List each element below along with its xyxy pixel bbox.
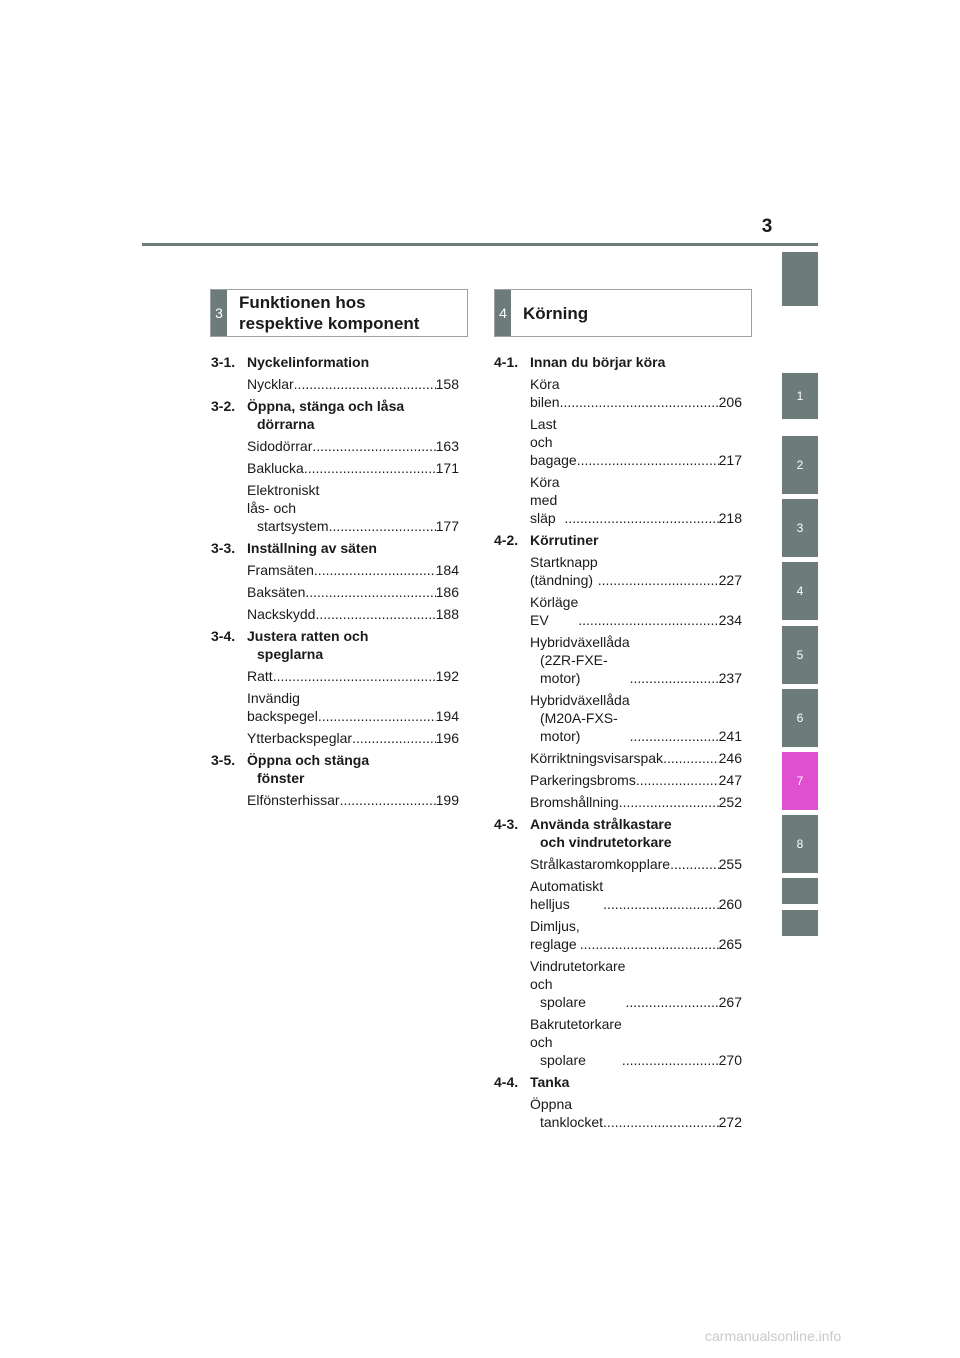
toc-entry[interactable] [247,459,459,477]
entry-label [247,791,340,809]
entry-label [530,957,625,1011]
entry-page-number: 270 [718,1052,742,1068]
entry-page-number: 163 [435,438,459,454]
entry-label [247,481,329,535]
toc-group-heading[interactable] [494,531,742,549]
chapter-tab[interactable]: 1 [782,373,818,419]
entry-label-line: Körläge EV [530,594,579,628]
entry-label [530,917,580,953]
group-title-line: Innan du börjar köra [530,354,666,370]
chapter-tab[interactable] [782,878,818,904]
dot-leader [577,451,719,469]
toc-group-heading[interactable] [494,353,742,371]
dot-leader [580,935,719,953]
group-title-line: speglarna [257,646,324,662]
entry-label-line: Ratt [247,668,273,684]
group-title-line: Använda strålkastare [530,816,672,832]
toc-entry[interactable] [530,917,742,953]
entry-label-line: Startknapp (tändning) [530,554,598,588]
entry-page-number: 267 [718,994,742,1010]
toc-group-heading[interactable] [211,353,459,371]
entry-label [247,605,315,623]
entry-page-number: 199 [435,792,459,808]
group-number: 4-4. [494,1074,519,1090]
entry-label-line: (M20A-FXS-motor) [540,710,618,744]
toc-entry[interactable] [247,481,459,535]
entry-label [530,375,560,411]
dot-leader [560,393,719,411]
entry-page-number: 177 [435,518,459,534]
toc-entry[interactable] [530,957,742,1011]
entry-label-line: Ytterbackspeglar [247,730,353,746]
entry-label [247,437,312,455]
watermark: carmanualsonline.info [705,1328,842,1344]
chapter-tab[interactable]: 7 [782,752,818,810]
dot-leader [603,895,719,913]
entry-label [530,855,670,873]
toc-entry[interactable] [530,633,742,687]
entry-label [530,749,663,767]
dot-leader [273,667,436,685]
entry-label-line: Automatiskt helljus [530,878,604,912]
entry-label-line: (2ZR-FXE-motor) [540,652,608,686]
entry-label-line: Nycklar [247,376,294,392]
toc-entry[interactable] [530,855,742,873]
entry-label [530,771,636,789]
entry-label-line: Körriktningsvisarspak [530,750,664,766]
section-number: 4 [495,290,511,336]
toc-group-heading[interactable] [211,627,459,663]
dot-leader [315,605,435,623]
dot-leader [318,707,436,725]
group-title-line: Inställning av säten [247,540,377,556]
toc-entry[interactable] [530,691,742,745]
header-rule [142,243,818,246]
toc-entry[interactable] [530,1015,742,1069]
entry-page-number: 196 [435,730,459,746]
entry-label-line: Nackskydd [247,606,316,622]
dot-leader [352,729,436,747]
chapter-tab[interactable]: 2 [782,436,818,494]
group-title [247,353,369,371]
dot-leader [625,993,718,1011]
group-title [247,627,368,663]
toc-entry[interactable] [530,553,742,589]
toc-entry[interactable] [530,593,742,629]
entry-label [530,793,619,811]
entry-label-line: Sidodörrar [247,438,313,454]
toc-entry[interactable] [247,561,459,579]
dot-leader [622,1051,719,1069]
entry-page-number: 260 [718,896,742,912]
toc-entry[interactable] [247,583,459,601]
toc-entry[interactable] [247,375,459,393]
group-number: 4-3. [494,816,519,832]
dot-leader [304,459,436,477]
group-title-line: Öppna och stänga [247,752,370,768]
dot-leader [630,727,719,745]
toc-group-heading[interactable] [494,1073,742,1091]
dot-leader [663,749,719,767]
chapter-tab[interactable]: 5 [782,626,818,684]
group-title-line: Tanka [530,1074,570,1090]
section-number: 3 [211,290,227,336]
entry-page-number: 192 [435,668,459,684]
entry-label [247,729,352,747]
group-title [530,815,672,851]
dot-leader [578,611,718,629]
entry-label [247,375,294,393]
toc-group-heading[interactable] [211,539,459,557]
dot-leader [670,855,719,873]
entry-label [247,667,273,685]
toc-entry[interactable] [530,1095,742,1131]
entry-page-number: 241 [718,728,742,744]
entry-label [247,561,314,579]
section-title: Funktionen hos respektive komponent [239,293,420,333]
entry-label [530,877,603,913]
entry-page-number: 186 [435,584,459,600]
group-number: 3-3. [211,540,236,556]
dot-leader [630,669,719,687]
group-title [530,353,665,371]
toc-entry[interactable] [530,473,742,527]
entry-label-line: startsystem [257,518,329,534]
entry-label-line: Baklucka [247,460,304,476]
entry-label-line: Elektroniskt lås- och [247,482,320,516]
entry-page-number: 218 [718,510,742,526]
group-number: 3-2. [211,398,236,414]
group-number: 3-5. [211,752,236,768]
dot-leader [314,561,436,579]
group-title-line: Nyckelinformation [247,354,370,370]
entry-label-line: Last och bagage [530,416,577,468]
toc-entry[interactable] [247,791,459,809]
section-header-4 [494,289,752,337]
entry-label [530,593,578,629]
entry-label [530,1015,622,1069]
group-title-line: fönster [257,770,305,786]
section-title: Körning [523,303,589,323]
entry-page-number: 217 [718,452,742,468]
entry-page-number: 246 [718,750,742,766]
entry-label [530,473,564,527]
group-title [530,1073,569,1091]
entry-label-line: Framsäten [247,562,314,578]
entry-page-number: 227 [718,572,742,588]
entry-label-line: Elfönsterhissar [247,792,340,808]
group-title-line: dörrarna [257,416,315,432]
chapter-tab[interactable] [782,910,818,936]
chapter-tab[interactable]: 4 [782,562,818,620]
entry-label-line: Dimljus, reglage [530,918,580,952]
toc-entry[interactable] [530,415,742,469]
group-number: 4-2. [494,532,519,548]
dot-leader [564,509,718,527]
entry-label-line: Strålkastaromkopplare [530,856,671,872]
dot-leader [294,375,436,393]
entry-label-line: Baksäten [247,584,306,600]
chapter-tab[interactable]: 3 [782,499,818,557]
dot-leader [636,771,719,789]
dot-leader [305,583,435,601]
entry-label [530,633,630,687]
chapter-tab[interactable] [782,252,818,306]
entry-label-line: Köra med släp [530,474,560,526]
toc-group-heading[interactable] [211,751,459,787]
toc-entry[interactable] [530,793,742,811]
entry-label-line: Invändig backspegel [247,690,318,724]
group-title-line: och vindrutetorkare [540,834,672,850]
entry-page-number: 171 [435,460,459,476]
page-number: 3 [761,216,773,237]
entry-page-number: 184 [435,562,459,578]
group-title [247,397,404,433]
dot-leader [329,517,436,535]
dot-leader [619,793,719,811]
entry-page-number: 194 [435,708,459,724]
entry-label [530,1095,603,1131]
dot-leader [340,791,436,809]
toc-entry[interactable] [247,437,459,455]
entry-label [247,583,305,601]
entry-page-number: 158 [435,376,459,392]
group-title [247,539,377,557]
group-number: 4-1. [494,354,519,370]
group-title [530,531,598,549]
entry-label [530,553,598,589]
entry-label-line: spolare [540,1052,586,1068]
toc-column-right [494,353,742,1135]
entry-label-line: Hybridväxellåda [530,692,630,708]
entry-page-number: 265 [718,936,742,952]
entry-page-number: 188 [435,606,459,622]
dot-leader [603,1113,719,1131]
entry-label-line: Bakrutetorkare och [530,1016,622,1050]
entry-label-line: Parkeringsbroms [530,772,636,788]
entry-page-number: 252 [718,794,742,810]
entry-label-line: spolare [540,994,586,1010]
entry-label [530,691,630,745]
group-number: 3-1. [211,354,236,370]
entry-label-line: Bromshållning [530,794,619,810]
group-title [247,751,369,787]
toc-entry[interactable] [247,689,459,725]
toc-entry[interactable] [247,667,459,685]
entry-label-line: Hybridväxellåda [530,634,630,650]
dot-leader [598,571,719,589]
entry-label-line: Köra bilen [530,376,560,410]
entry-page-number: 247 [718,772,742,788]
entry-label-line: tanklocket [540,1114,604,1130]
toc-entry[interactable] [530,749,742,767]
entry-page-number: 206 [718,394,742,410]
group-title-line: Öppna, stänga och låsa [247,398,405,414]
group-title-line: Körrutiner [530,532,599,548]
entry-label [247,459,304,477]
group-number: 3-4. [211,628,236,644]
entry-label-line: Öppna [530,1096,573,1112]
toc-entry[interactable] [247,605,459,623]
entry-label [530,415,577,469]
toc-entry[interactable] [247,729,459,747]
entry-page-number: 234 [718,612,742,628]
chapter-tab[interactable]: 8 [782,815,818,873]
dot-leader [312,437,435,455]
toc-group-heading[interactable] [211,397,459,433]
section-header-3 [210,289,468,337]
group-title-line: Justera ratten och [247,628,369,644]
entry-label [247,689,318,725]
toc-column-left [211,353,459,813]
toc-entry[interactable] [530,375,742,411]
entry-page-number: 237 [718,670,742,686]
chapter-tab[interactable]: 6 [782,689,818,747]
toc-entry[interactable] [530,877,742,913]
toc-entry[interactable] [530,771,742,789]
entry-page-number: 272 [718,1114,742,1130]
entry-page-number: 255 [718,856,742,872]
toc-group-heading[interactable] [494,815,742,851]
entry-label-line: Vindrutetorkare och [530,958,626,992]
